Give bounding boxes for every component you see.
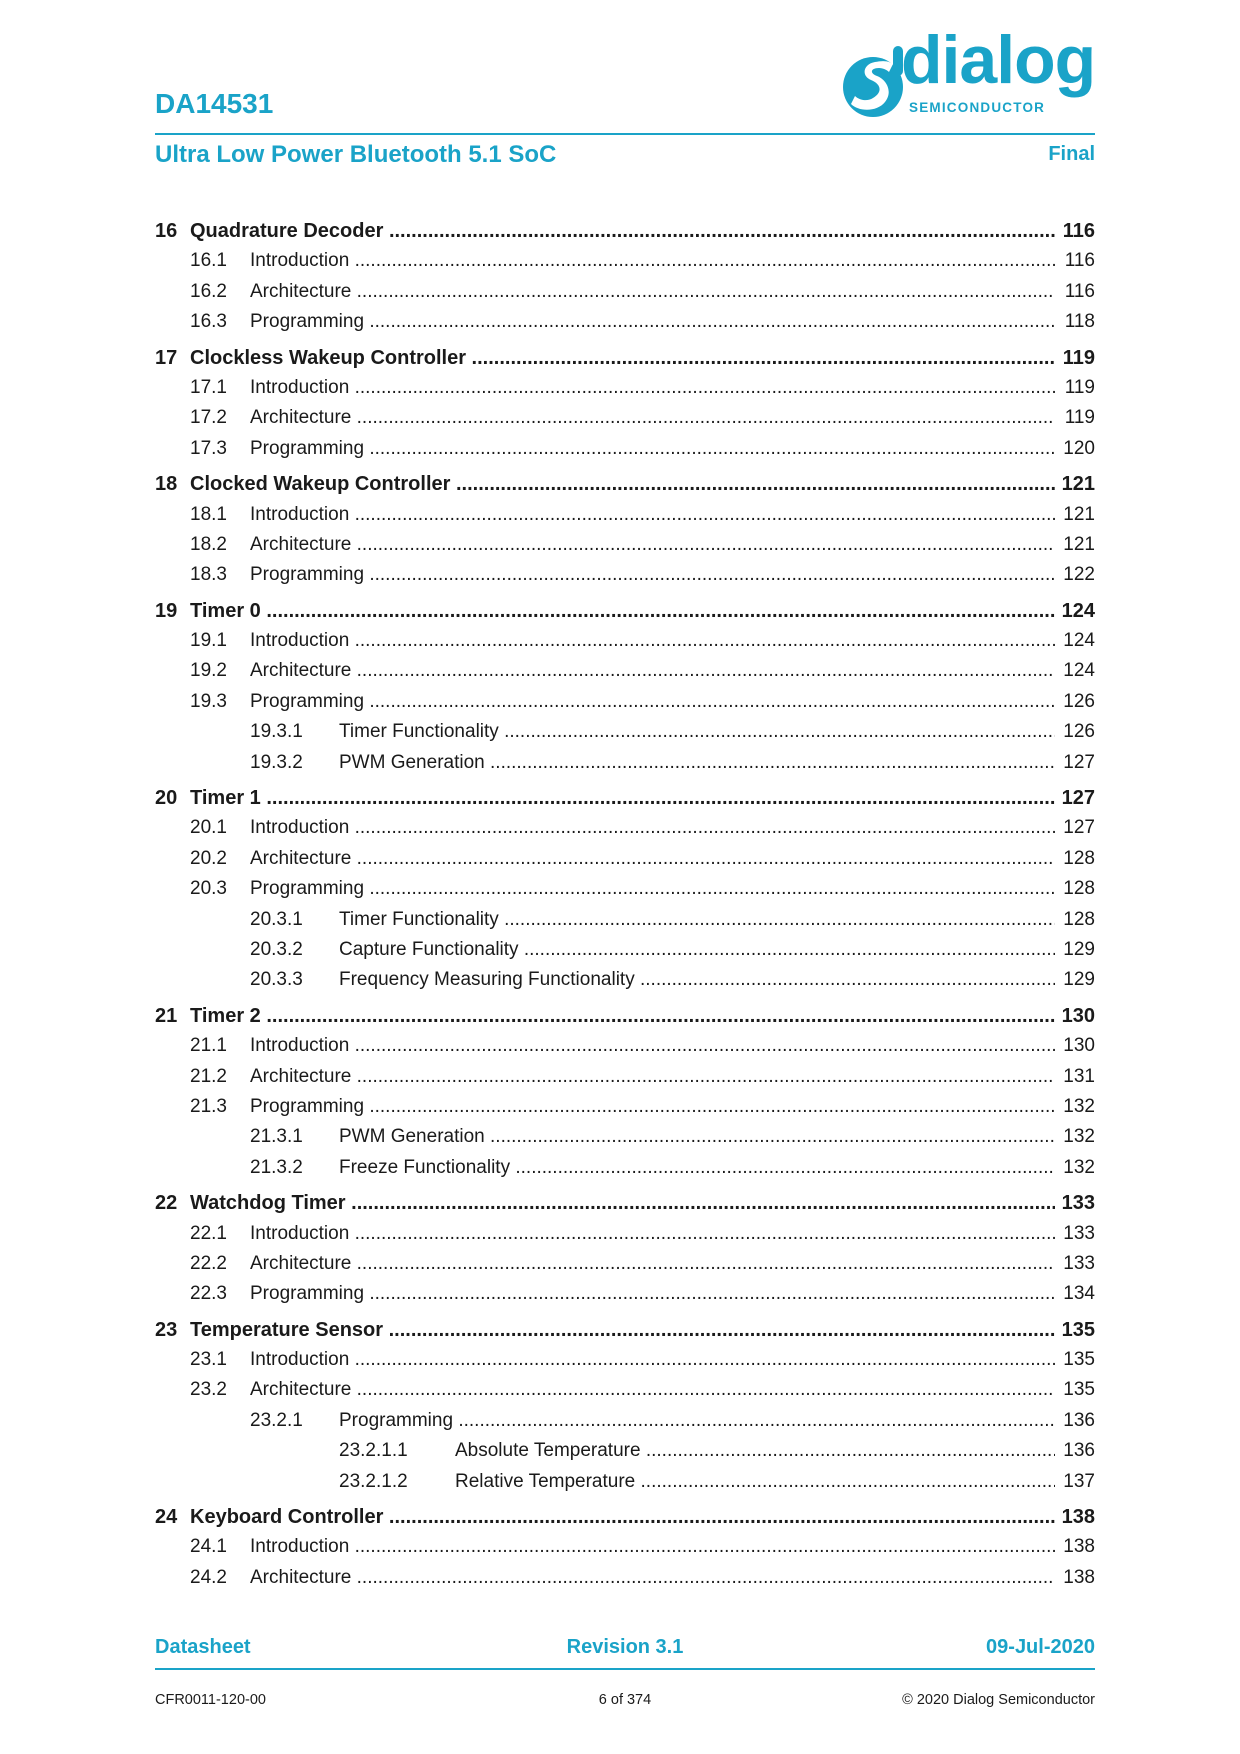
toc-entry-title[interactable] <box>250 687 1055 717</box>
toc-entry[interactable] <box>155 469 1095 499</box>
toc-entry-page[interactable]: 133 <box>1055 1219 1095 1249</box>
toc-entry[interactable] <box>155 1188 1095 1218</box>
toc-entry-number: 20.1 <box>190 817 227 839</box>
toc-entry-page[interactable]: 131 <box>1055 1062 1095 1092</box>
toc-entry-title-text: Programming <box>250 437 365 459</box>
toc-entry-page[interactable]: 133 <box>1055 1188 1095 1218</box>
toc-entry[interactable] <box>155 1375 1095 1405</box>
footer-doc-number: CFR0011-120-00 <box>155 1692 266 1708</box>
logo-wordmark: dialog <box>901 22 1096 98</box>
toc-entry-page[interactable]: 121 <box>1055 530 1095 560</box>
toc-entry-number: 16 <box>155 220 178 242</box>
toc-entry-title[interactable] <box>250 1563 1055 1593</box>
toc-entry[interactable] <box>155 905 1095 935</box>
toc-entry[interactable] <box>155 844 1095 874</box>
toc-entry-page[interactable]: 136 <box>1055 1406 1095 1436</box>
document-subtitle: Ultra Low Power Bluetooth 5.1 SoC <box>155 141 557 168</box>
toc-entry-page[interactable]: 138 <box>1055 1532 1095 1562</box>
toc-entry-page[interactable]: 126 <box>1055 717 1095 747</box>
toc-entry-title-text: Programming <box>250 564 365 586</box>
toc-entry-title-text: Capture Functionality <box>339 938 519 960</box>
toc-entry[interactable] <box>155 373 1095 403</box>
toc-entry-number: 17 <box>155 346 178 369</box>
toc-entry[interactable] <box>155 1092 1095 1122</box>
toc-entry-number: 22 <box>155 1192 178 1215</box>
toc-entry[interactable] <box>155 1249 1095 1279</box>
toc-entry-title-text: Programming <box>339 1409 454 1431</box>
toc-entry-number: 17.3 <box>190 437 227 459</box>
toc-entry-number: 23.2 <box>190 1379 227 1401</box>
toc-entry-title-text: Temperature Sensor <box>190 1318 384 1341</box>
toc-entry-number: 20.3.3 <box>250 969 303 991</box>
toc-entry-number: 19.1 <box>190 630 227 652</box>
toc-entry-title-text: Timer 2 <box>190 1004 261 1027</box>
toc-entry-number: 21.3 <box>190 1095 227 1117</box>
toc-entry-number: 18.1 <box>190 503 227 525</box>
toc-entry-title[interactable] <box>339 905 1055 935</box>
footer-date: 09-Jul-2020 <box>986 1636 1095 1658</box>
toc-entry-title-text: Watchdog Timer <box>190 1192 346 1215</box>
toc-entry[interactable] <box>155 277 1095 307</box>
toc-entry-title-text: Architecture <box>250 533 352 555</box>
toc-entry[interactable] <box>155 343 1095 373</box>
toc-entry-title-text: Architecture <box>250 1379 352 1401</box>
toc-entry-number: 18.2 <box>190 533 227 555</box>
toc-entry[interactable] <box>155 530 1095 560</box>
toc-entry-number: 17.1 <box>190 376 227 398</box>
toc-entry[interactable] <box>155 935 1095 965</box>
toc-entry-title[interactable] <box>250 434 1055 464</box>
toc-entry-number: 22.2 <box>190 1252 227 1274</box>
toc-entry[interactable] <box>155 403 1095 433</box>
toc-entry-number: 20.3 <box>190 878 227 900</box>
toc-entry-page[interactable]: 127 <box>1055 783 1095 813</box>
toc-entry[interactable] <box>155 783 1095 813</box>
toc-entry-title-text: Introduction <box>250 817 350 839</box>
toc-entry-page[interactable]: 121 <box>1055 469 1095 499</box>
toc-entry[interactable] <box>155 748 1095 778</box>
toc-entry-title-text: Timer 1 <box>190 787 261 810</box>
toc-entry-page[interactable]: 127 <box>1055 813 1095 843</box>
toc-entry-number: 20.3.2 <box>250 938 303 960</box>
toc-entry-page[interactable]: 116 <box>1055 246 1095 276</box>
toc-entry-page[interactable]: 119 <box>1055 373 1095 403</box>
document-title: DA14531 <box>155 88 274 119</box>
toc-entry-title-text: Timer Functionality <box>339 721 499 743</box>
toc-entry-page[interactable]: 119 <box>1055 403 1095 433</box>
toc-entry-title-text: PWM Generation <box>339 751 485 773</box>
toc-entry-number: 18.3 <box>190 564 227 586</box>
toc-entry[interactable] <box>155 307 1095 337</box>
toc-entry-number: 23.2.1 <box>250 1409 303 1431</box>
toc-entry-page[interactable]: 129 <box>1055 965 1095 995</box>
toc-entry-title[interactable] <box>250 1219 1055 1249</box>
toc-entry-title[interactable] <box>339 965 1055 995</box>
toc-entry-title-text: Introduction <box>250 1349 350 1371</box>
toc-entry[interactable] <box>155 656 1095 686</box>
toc-entry-number: 19 <box>155 599 178 622</box>
logo-subtext: SEMICONDUCTOR <box>909 100 1046 115</box>
toc-entry-title[interactable] <box>339 717 1055 747</box>
toc-entry-number: 23.1 <box>190 1349 227 1371</box>
toc-entry-page[interactable]: 116 <box>1055 277 1095 307</box>
toc-entry-title[interactable] <box>250 560 1055 590</box>
toc-entry-number: 16.1 <box>190 250 227 272</box>
toc-entry-title[interactable] <box>250 1249 1055 1279</box>
footer-revision: Revision 3.1 <box>566 1636 684 1658</box>
toc-entry-number: 24 <box>155 1506 178 1529</box>
toc-entry[interactable] <box>155 1001 1095 1031</box>
footer-divider <box>155 1668 1095 1670</box>
toc-entry[interactable] <box>155 626 1095 656</box>
toc-entry-page[interactable]: 138 <box>1055 1563 1095 1593</box>
toc-entry-title[interactable] <box>190 343 1055 373</box>
dialog-logo-icon <box>833 42 903 122</box>
toc-entry-title-text: Programming <box>250 878 365 900</box>
header-divider <box>155 133 1095 135</box>
toc-entry-page[interactable]: 124 <box>1055 596 1095 626</box>
toc-entry[interactable] <box>155 1062 1095 1092</box>
page-footer <box>155 1636 1095 1726</box>
toc-entry-title-text: Introduction <box>250 503 350 525</box>
toc-entry-title[interactable] <box>190 469 1055 499</box>
toc-entry-number: 24.2 <box>190 1566 227 1588</box>
toc-entry[interactable] <box>155 434 1095 464</box>
toc-entry-page[interactable]: 118 <box>1055 307 1095 337</box>
toc-entry-title[interactable] <box>339 1153 1055 1183</box>
table-of-contents <box>155 216 1095 1593</box>
toc-entry[interactable] <box>155 1122 1095 1152</box>
toc-entry-title[interactable] <box>250 403 1055 433</box>
toc-entry-page[interactable]: 120 <box>1055 434 1095 464</box>
toc-entry-page[interactable]: 130 <box>1055 1001 1095 1031</box>
toc-entry-title[interactable] <box>339 935 1055 965</box>
toc-entry-number: 23 <box>155 1318 178 1341</box>
toc-entry-title[interactable] <box>190 1001 1055 1031</box>
toc-entry-page[interactable]: 130 <box>1055 1031 1095 1061</box>
toc-entry-number: 16.3 <box>190 311 227 333</box>
toc-entry-number: 18 <box>155 473 178 496</box>
toc-entry-page[interactable]: 124 <box>1055 656 1095 686</box>
toc-entry-title-text: Programming <box>250 1095 365 1117</box>
toc-entry[interactable] <box>155 1315 1095 1345</box>
toc-entry-title-text: Programming <box>250 311 365 333</box>
toc-entry-title-text: Architecture <box>250 280 352 302</box>
toc-entry-page[interactable]: 135 <box>1055 1345 1095 1375</box>
toc-entry-title-text: Introduction <box>250 1536 350 1558</box>
toc-entry-title[interactable] <box>250 530 1055 560</box>
toc-entry-title[interactable] <box>455 1436 1055 1466</box>
toc-entry[interactable] <box>155 1467 1095 1497</box>
toc-entry-title[interactable] <box>339 1122 1055 1152</box>
toc-entry-page[interactable]: 122 <box>1055 560 1095 590</box>
toc-entry-title[interactable] <box>455 1467 1055 1497</box>
toc-entry-title-text: Architecture <box>250 660 352 682</box>
toc-entry-number: 19.2 <box>190 660 227 682</box>
toc-entry[interactable] <box>155 965 1095 995</box>
toc-entry-number: 19.3 <box>190 690 227 712</box>
toc-entry-number: 20.3.1 <box>250 908 303 930</box>
toc-entry-number: 21.3.2 <box>250 1156 303 1178</box>
toc-entry-page[interactable]: 132 <box>1055 1092 1095 1122</box>
toc-entry-number: 19.3.2 <box>250 751 303 773</box>
toc-entry[interactable] <box>155 1406 1095 1436</box>
toc-entry[interactable] <box>155 1436 1095 1466</box>
toc-entry-number: 23.2.1.2 <box>339 1470 408 1492</box>
toc-entry[interactable] <box>155 687 1095 717</box>
toc-entry[interactable] <box>155 1031 1095 1061</box>
document-status: Final <box>1048 143 1095 165</box>
toc-entry-page[interactable]: 135 <box>1055 1315 1095 1345</box>
toc-entry-title[interactable] <box>250 500 1055 530</box>
toc-entry-number: 24.1 <box>190 1536 227 1558</box>
toc-entry-page[interactable]: 128 <box>1055 905 1095 935</box>
toc-entry-title-text: Timer 0 <box>190 599 261 622</box>
toc-entry[interactable] <box>155 1153 1095 1183</box>
footer-page-number: 6 of 374 <box>598 1692 652 1708</box>
toc-entry-number: 21.3.1 <box>250 1126 303 1148</box>
page-header <box>155 22 1096 180</box>
toc-entry-title[interactable] <box>250 844 1055 874</box>
toc-entry-title[interactable] <box>190 1188 1055 1218</box>
toc-entry[interactable] <box>155 560 1095 590</box>
toc-entry-title-text: Introduction <box>250 1035 350 1057</box>
toc-entry-title-text: Introduction <box>250 376 350 398</box>
toc-entry-page[interactable]: 124 <box>1055 626 1095 656</box>
toc-entry-title-text: Quadrature Decoder <box>190 220 384 242</box>
toc-entry-title[interactable] <box>250 1345 1055 1375</box>
toc-entry-title[interactable] <box>339 748 1055 778</box>
toc-entry-page[interactable]: 132 <box>1055 1122 1095 1152</box>
toc-entry-title[interactable] <box>250 1375 1055 1405</box>
toc-entry-title-text: PWM Generation <box>339 1126 485 1148</box>
toc-entry-title-text: Freeze Functionality <box>339 1156 511 1178</box>
toc-entry-page[interactable]: 129 <box>1055 935 1095 965</box>
toc-entry-title-text: Architecture <box>250 1252 352 1274</box>
toc-entry-title-text: Timer Functionality <box>339 908 499 930</box>
toc-entry[interactable] <box>155 1345 1095 1375</box>
toc-entry-title-text: Absolute Temperature <box>455 1440 641 1462</box>
toc-entry-title[interactable] <box>250 626 1055 656</box>
toc-entry-title[interactable] <box>250 813 1055 843</box>
toc-entry-title-text: Clocked Wakeup Controller <box>190 473 451 496</box>
toc-entry-page[interactable]: 127 <box>1055 748 1095 778</box>
toc-entry-title[interactable] <box>190 596 1055 626</box>
toc-entry-title[interactable] <box>190 216 1055 246</box>
toc-entry-number: 19.3.1 <box>250 721 303 743</box>
toc-entry[interactable] <box>155 874 1095 904</box>
toc-entry-title[interactable] <box>250 1532 1055 1562</box>
toc-entry-number: 22.1 <box>190 1222 227 1244</box>
toc-entry-page[interactable]: 119 <box>1055 343 1095 373</box>
toc-entry-number: 17.2 <box>190 407 227 429</box>
toc-entry-title-text: Introduction <box>250 630 350 652</box>
toc-entry-page[interactable]: 121 <box>1055 500 1095 530</box>
toc-entry-title-text: Clockless Wakeup Controller <box>190 346 466 369</box>
toc-entry-title[interactable] <box>250 1031 1055 1061</box>
toc-entry-page[interactable]: 134 <box>1055 1279 1095 1309</box>
toc-entry[interactable] <box>155 717 1095 747</box>
toc-entry-title-text: Keyboard Controller <box>190 1506 384 1529</box>
toc-entry-number: 21 <box>155 1004 178 1027</box>
footer-copyright: © 2020 Dialog Semiconductor <box>902 1692 1095 1708</box>
toc-entry-page[interactable]: 116 <box>1055 216 1095 246</box>
toc-entry[interactable] <box>155 596 1095 626</box>
toc-entry[interactable] <box>155 216 1095 246</box>
toc-entry-title[interactable] <box>250 373 1055 403</box>
toc-entry-title[interactable] <box>250 246 1055 276</box>
toc-entry-title[interactable] <box>250 1062 1055 1092</box>
toc-entry-page[interactable]: 137 <box>1055 1467 1095 1497</box>
toc-entry-title[interactable] <box>190 1502 1055 1532</box>
toc-entry-title-text: Programming <box>250 690 365 712</box>
toc-entry-title-text: Introduction <box>250 1222 350 1244</box>
toc-entry-number: 23.2.1.1 <box>339 1440 408 1462</box>
toc-entry-title-text: Architecture <box>250 1065 352 1087</box>
toc-entry-page[interactable]: 138 <box>1055 1502 1095 1532</box>
toc-entry-title-text: Architecture <box>250 1566 352 1588</box>
toc-entry-number: 21.1 <box>190 1035 227 1057</box>
toc-entry-title[interactable] <box>339 1406 1055 1436</box>
toc-entry-title[interactable] <box>190 783 1055 813</box>
toc-entry-title-text: Frequency Measuring Functionality <box>339 969 635 991</box>
toc-entry-page[interactable]: 128 <box>1055 874 1095 904</box>
toc-entry-number: 21.2 <box>190 1065 227 1087</box>
toc-entry[interactable] <box>155 1563 1095 1593</box>
toc-entry-title-text: Relative Temperature <box>455 1470 636 1492</box>
toc-entry[interactable] <box>155 1502 1095 1532</box>
toc-entry[interactable] <box>155 1219 1095 1249</box>
toc-entry[interactable] <box>155 1532 1095 1562</box>
toc-entry-page[interactable]: 132 <box>1055 1153 1095 1183</box>
toc-entry-number: 20 <box>155 787 178 810</box>
toc-entry-title[interactable] <box>250 874 1055 904</box>
toc-entry-page[interactable]: 126 <box>1055 687 1095 717</box>
toc-entry[interactable] <box>155 500 1095 530</box>
toc-entry-number: 16.2 <box>190 280 227 302</box>
toc-entry-page[interactable]: 135 <box>1055 1375 1095 1405</box>
toc-entry-title-text: Introduction <box>250 250 350 272</box>
toc-entry-title[interactable] <box>250 277 1055 307</box>
toc-entry-title[interactable] <box>250 656 1055 686</box>
toc-entry-title[interactable] <box>250 1279 1055 1309</box>
toc-entry[interactable] <box>155 246 1095 276</box>
footer-doc-type: Datasheet <box>155 1636 251 1658</box>
toc-entry-number: 22.3 <box>190 1283 227 1305</box>
toc-entry-title[interactable] <box>250 307 1055 337</box>
toc-entry-title-text: Programming <box>250 1283 365 1305</box>
toc-entry-page[interactable]: 128 <box>1055 844 1095 874</box>
toc-entry-title-text: Architecture <box>250 407 352 429</box>
toc-entry-title[interactable] <box>250 1092 1055 1122</box>
toc-entry-title-text: Architecture <box>250 847 352 869</box>
toc-entry-page[interactable]: 136 <box>1055 1436 1095 1466</box>
toc-entry-number: 20.2 <box>190 847 227 869</box>
toc-entry[interactable] <box>155 813 1095 843</box>
toc-entry-title[interactable] <box>190 1315 1055 1345</box>
dialog-logo <box>833 22 1096 122</box>
toc-entry-page[interactable]: 133 <box>1055 1249 1095 1279</box>
toc-entry[interactable] <box>155 1279 1095 1309</box>
